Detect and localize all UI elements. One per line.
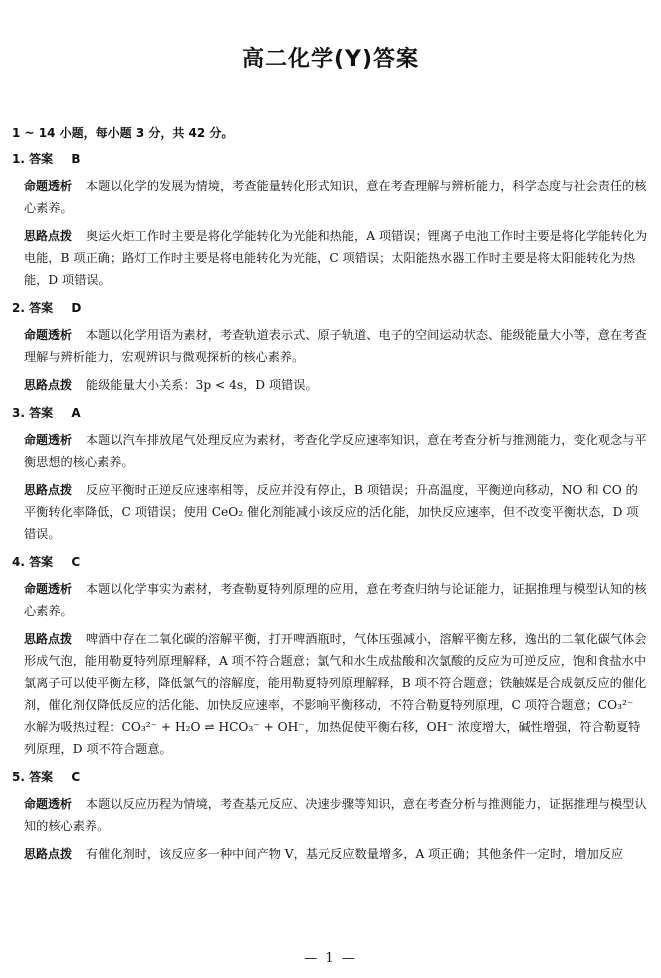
question-2-analysis	[24, 324, 649, 368]
question-4-analysis	[24, 578, 649, 622]
analysis-text: 本题以化学用语为素材，考查轨道表示式、原子轨道、电子的空间运动状态、能级能量大小等，意在考查理解与辨析能力，宏观辨识与微观探析的核心素养。	[24, 328, 647, 364]
question-5-hint	[24, 843, 649, 865]
answer-label: 答案	[29, 301, 54, 315]
analysis-label: 命题透析	[24, 797, 73, 811]
answer-value: B	[71, 152, 81, 166]
question-1-hint	[24, 225, 649, 291]
question-5-header	[12, 766, 649, 788]
analysis-label: 命题透析	[24, 433, 73, 447]
answer-label: 答案	[29, 152, 54, 166]
section-summary: 1 ~ 14 小题，每小题 3 分，共 42 分。	[12, 126, 234, 140]
page-title: 高二化学(Y)答案	[241, 47, 420, 72]
analysis-text: 本题以化学的发展为情境，考查能量转化形式知识，意在考查理解与辨析能力，科学态度与社会责任的核心素养。	[24, 179, 647, 215]
question-number: 1.	[12, 152, 25, 166]
hint-text: 有催化剂时，该反应多一种中间产物 V，基元反应数量增多，A 项正确；其他条件一定时，增加反应	[85, 847, 624, 861]
analysis-text: 本题以化学事实为素材，考查勒夏特列原理的应用，意在考查归纳与论证能力，证据推理与模型认知的核心素养。	[24, 582, 647, 618]
answer-label: 答案	[29, 770, 54, 784]
hint-text: 能级能量大小关系：3p < 4s，D 项错误。	[85, 378, 318, 392]
question-number: 5.	[12, 770, 25, 784]
analysis-label: 命题透析	[24, 328, 73, 342]
analysis-text: 本题以反应历程为情境，考查基元反应、决速步骤等知识，意在考查分析与推测能力，证据推理与模型认知的核心素养。	[24, 797, 647, 833]
question-number: 2.	[12, 301, 25, 315]
question-4-header	[12, 551, 649, 573]
answer-value: A	[71, 406, 81, 420]
question-number: 4.	[12, 555, 25, 569]
answer-value: C	[71, 555, 81, 569]
question-1-header	[12, 148, 649, 170]
analysis-label: 命题透析	[24, 179, 73, 193]
answer-value: C	[71, 770, 81, 784]
question-1-analysis	[24, 175, 649, 219]
hint-text: 反应平衡时正逆反应速率相等，反应并没有停止，B 项错误；升高温度，平衡逆向移动，NO 和 CO 的平衡转化率降低，C 项错误；使用 CeO₂ 催化剂能减小该反应的活化能，加快反应速率，但不改变平衡状态，D 项错误。	[24, 483, 639, 541]
question-3-hint	[24, 479, 649, 545]
question-3-analysis	[24, 429, 649, 473]
hint-text: 奥运火炬工作时主要是将化学能转化为光能和热能，A 项错误；锂离子电池工作时主要是将化学能转化为电能，B 项正确；路灯工作时主要是将电能转化为光能，C 项错误；太阳能热水器工作时主要是将太阳能转化为热能，D 项错误。	[24, 229, 648, 287]
answer-content	[12, 122, 649, 871]
hint-text: 啤酒中存在二氧化碳的溶解平衡，打开啤酒瓶时，气体压强减小，溶解平衡左移，逸出的二氧化碳气体会形成气泡，能用勒夏特列原理解释，A 项不符合题意；氯气和水生成盐酸和次氯酸的反应为可逆反应，饱和食盐水中氯离子可以使平衡左移，降低氯气的溶解度，能用勒夏特列原理解释，B 项不符合题意；铁触媒是合成氨反应的催化剂，催化剂仅降低反应的活化能、加快反应速率，不影响平衡移动，不符合勒夏特列原理，C 项符合题意；CO₃²⁻ 水解为吸热过程：CO₃²⁻ + H₂O ⇌ HCO₃⁻ + OH⁻，加热促使平衡右移，OH⁻ 浓度增大，碱性增强，符合勒夏特列原理，D 项不符合题意。	[24, 632, 647, 756]
question-2-header	[12, 297, 649, 319]
hint-label: 思路点拨	[24, 847, 73, 861]
hint-label: 思路点拨	[24, 483, 73, 497]
question-4-hint	[24, 628, 649, 760]
hint-label: 思路点拨	[24, 229, 73, 243]
answer-value: D	[71, 301, 82, 315]
analysis-text: 本题以汽车排放尾气处理反应为素材，考查化学反应速率知识，意在考查分析与推测能力，变化观念与平衡思想的核心素养。	[24, 433, 647, 469]
question-2-hint	[24, 374, 649, 396]
question-3-header	[12, 402, 649, 424]
answer-label: 答案	[29, 555, 54, 569]
question-number: 3.	[12, 406, 25, 420]
page-number: — 1 —	[304, 951, 357, 966]
hint-label: 思路点拨	[24, 632, 73, 646]
answer-label: 答案	[29, 406, 54, 420]
question-5-analysis	[24, 793, 649, 837]
analysis-label: 命题透析	[24, 582, 73, 596]
hint-label: 思路点拨	[24, 378, 73, 392]
